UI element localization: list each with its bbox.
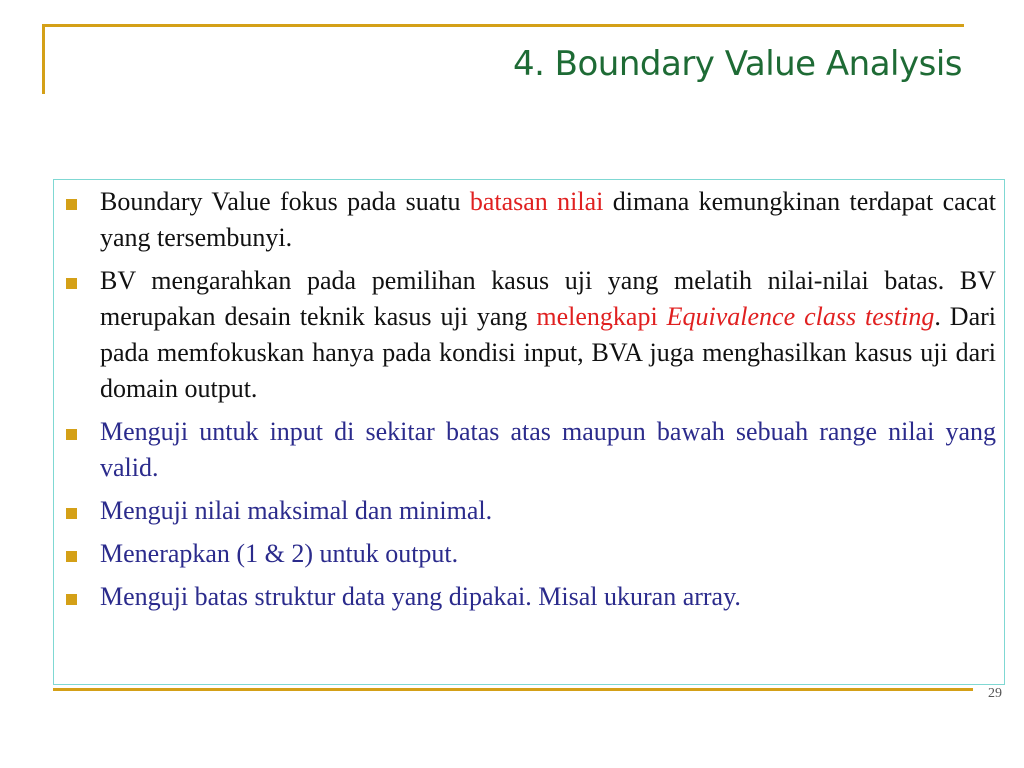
bullet-2-highlight-italic: Equivalence class testing [666, 302, 935, 331]
bullet-item-6 [62, 579, 996, 615]
bullet-item-3 [62, 414, 996, 486]
bullet-5-text: Menerapkan (1 & 2) untuk output. [100, 539, 459, 568]
bullet-1-text-part2: dimana kemungkinan terdapat cacat yang tersembunyi. [100, 187, 996, 252]
top-frame-line [42, 24, 964, 27]
bullet-list [62, 184, 996, 622]
bullet-item-1 [62, 184, 996, 256]
slide-title: 4. Boundary Value Analysis [512, 44, 962, 84]
square-bullet-icon [66, 594, 77, 605]
bullet-item-2 [62, 263, 996, 407]
bullet-6-text: Menguji batas struktur data yang dipakai. Misal ukuran array. [100, 582, 741, 611]
bullet-2-text-part2: . Dari pada memfokuskan hanya pada kondisi input, BVA juga menghasilkan kasus uji dari domain output. [100, 302, 996, 403]
bullet-4-text: Menguji nilai maksimal dan minimal. [100, 496, 493, 525]
square-bullet-icon [66, 199, 77, 210]
square-bullet-icon [66, 551, 77, 562]
bullet-item-4 [62, 493, 996, 529]
square-bullet-icon [66, 278, 77, 289]
bullet-2-highlight: melengkapi [536, 302, 667, 331]
left-frame-line [42, 24, 45, 94]
page-number: 29 [988, 686, 1002, 701]
bullet-1-text-part1: Boundary Value fokus pada suatu [100, 187, 470, 216]
square-bullet-icon [66, 508, 77, 519]
bullet-3-text: Menguji untuk input di sekitar batas atas maupun bawah sebuah range nilai yang valid. [100, 417, 996, 482]
bullet-1-highlight: batasan nilai [469, 187, 604, 216]
square-bullet-icon [66, 429, 77, 440]
footer-line [53, 688, 973, 691]
bullet-2-text-part1: BV mengarahkan pada pemilihan kasus uji yang melatih nilai-nilai batas. BV merupakan desain teknik kasus uji yang [100, 266, 996, 331]
bullet-item-5 [62, 536, 996, 572]
